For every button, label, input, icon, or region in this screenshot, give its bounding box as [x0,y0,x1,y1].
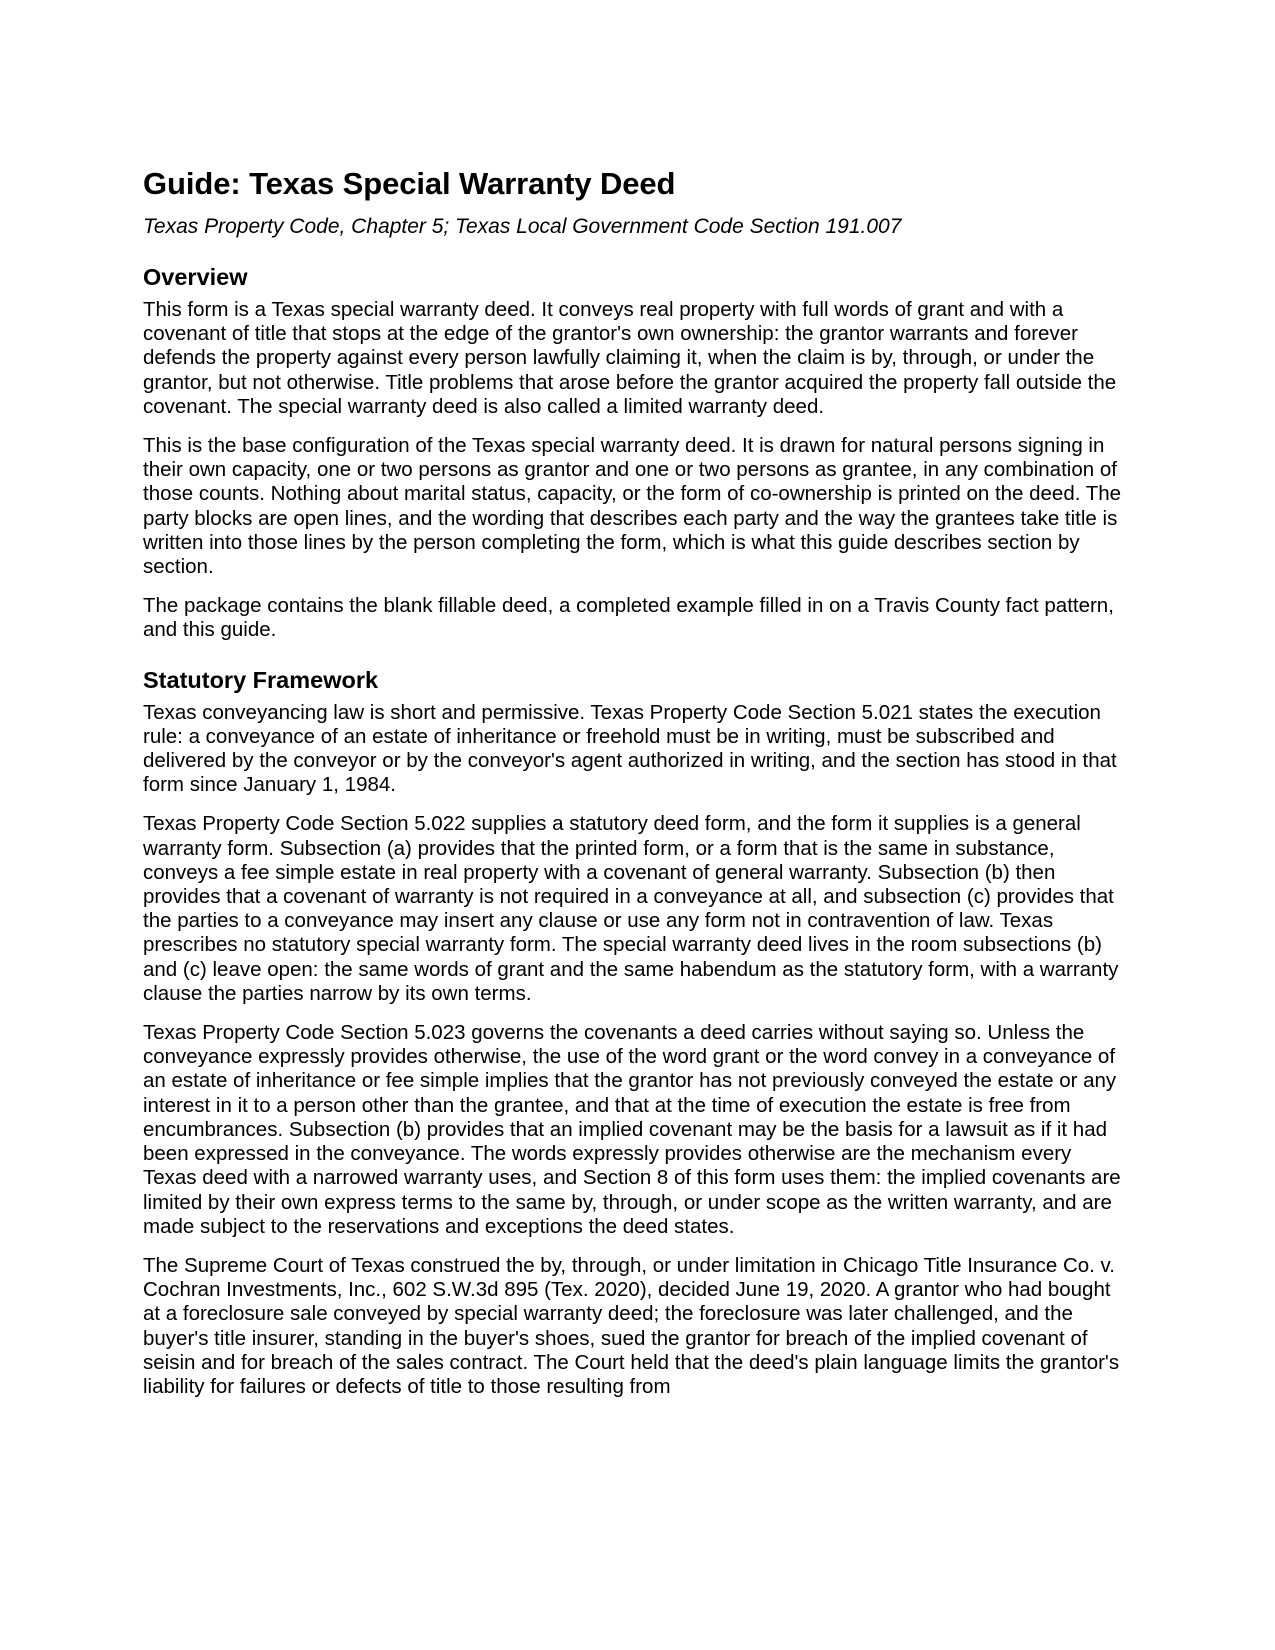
paragraph: Texas conveyancing law is short and permissive. Texas Property Code Section 5.021 states the execution rule: a conveyance of an estate of inheritance or freehold must be in writing, must be subscribed and delivered by the conveyor or by the conveyor's agent authorized in writing, and the section has stood in that form since January 1, 1984. [143,700,1117,797]
paragraph: The package contains the blank fillable deed, a completed example filled in on a Travis County fact pattern, and this guide. [143,594,1114,642]
paragraph: Texas Property Code Section 5.022 supplies a statutory deed form, and the form it supplies is a general warranty form. Subsection (a) provides that the printed form, or a form that is the same in substance, conveys a fee simple estate in real property with a covenant of general warranty. Subsection (b) then provides that a covenant of warranty is not required in a conveyance at all, and subsection (c) provides that the parties to a conveyance may insert any clause or use any form not in contravention of law. Texas prescribes no statutory special warranty form. The special warranty deed lives in the room subsections (b) and (c) leave open: the same words of grant and the same habendum as the statutory form, with a warranty clause the parties narrow by its own terms. [143,812,1119,1005]
document-title: Guide: Texas Special Warranty Deed [143,166,676,201]
document-subtitle: Texas Property Code, Chapter 5; Texas Local Government Code Section 191.007 [143,215,902,238]
document-page [143,165,1128,1399]
paragraph: This form is a Texas special warranty deed. It conveys real property with full words of grant and with a covenant of title that stops at the edge of the grantor's own ownership: the grantor warrants and forever defends the property against every person lawfully claiming it, when the claim is by, through, or under the grantor, but not otherwise. Title problems that arose before the grantor acquired the property fall outside the covenant. The special warranty deed is also called a limited warranty deed. [143,298,1117,418]
paragraph: Texas Property Code Section 5.023 governs the covenants a deed carries without saying so. Unless the conveyance expressly provides otherwise, the use of the word grant or the word convey in a conveyance of an estate of inheritance or fee simple implies that the grantor has not previously conveyed the estate or any interest in it to a person other than the grantee, and that at the time of execution the estate is free from encumbrances. Subsection (b) provides that an implied covenant may be the basis for a lawsuit as if it had been expressed in the conveyance. The words expressly provides otherwise are the mechanism every Texas deed with a narrowed warranty uses, and Section 8 of this form uses them: the implied covenants are limited by their own express terms to the same by, through, or under scope as the written warranty, and are made subject to the reservations and exceptions the deed states. [143,1021,1121,1238]
paragraph: This is the base configuration of the Texas special warranty deed. It is drawn for natural persons signing in their own capacity, one or two persons as grantor and one or two persons as grantee, in any combination of those counts. Nothing about marital status, capacity, or the form of co-ownership is printed on the deed. The party blocks are open lines, and the wording that describes each party and the way the grantees take title is written into those lines by the person completing the form, which is what this guide describes section by section. [143,434,1122,579]
section-heading-overview: Overview [143,264,248,290]
section-heading-statutory-framework: Statutory Framework [143,666,379,693]
paragraph: The Supreme Court of Texas construed the by, through, or under limitation in Chicago Title Insurance Co. v. Cochran Investments, Inc., 602 S.W.3d 895 (Tex. 2020), decided June 19, 2020. A grantor who had bought at a foreclosure sale conveyed by special warranty deed; the foreclosure was later challenged, and the buyer's title insurer, standing in the buyer's shoes, sued the grantor for breach of the implied covenant of seisin and for breach of the sales contract. The Court held that the deed's plain language limits the grantor's liability for failures or defects of title to those resulting from [143,1253,1120,1398]
